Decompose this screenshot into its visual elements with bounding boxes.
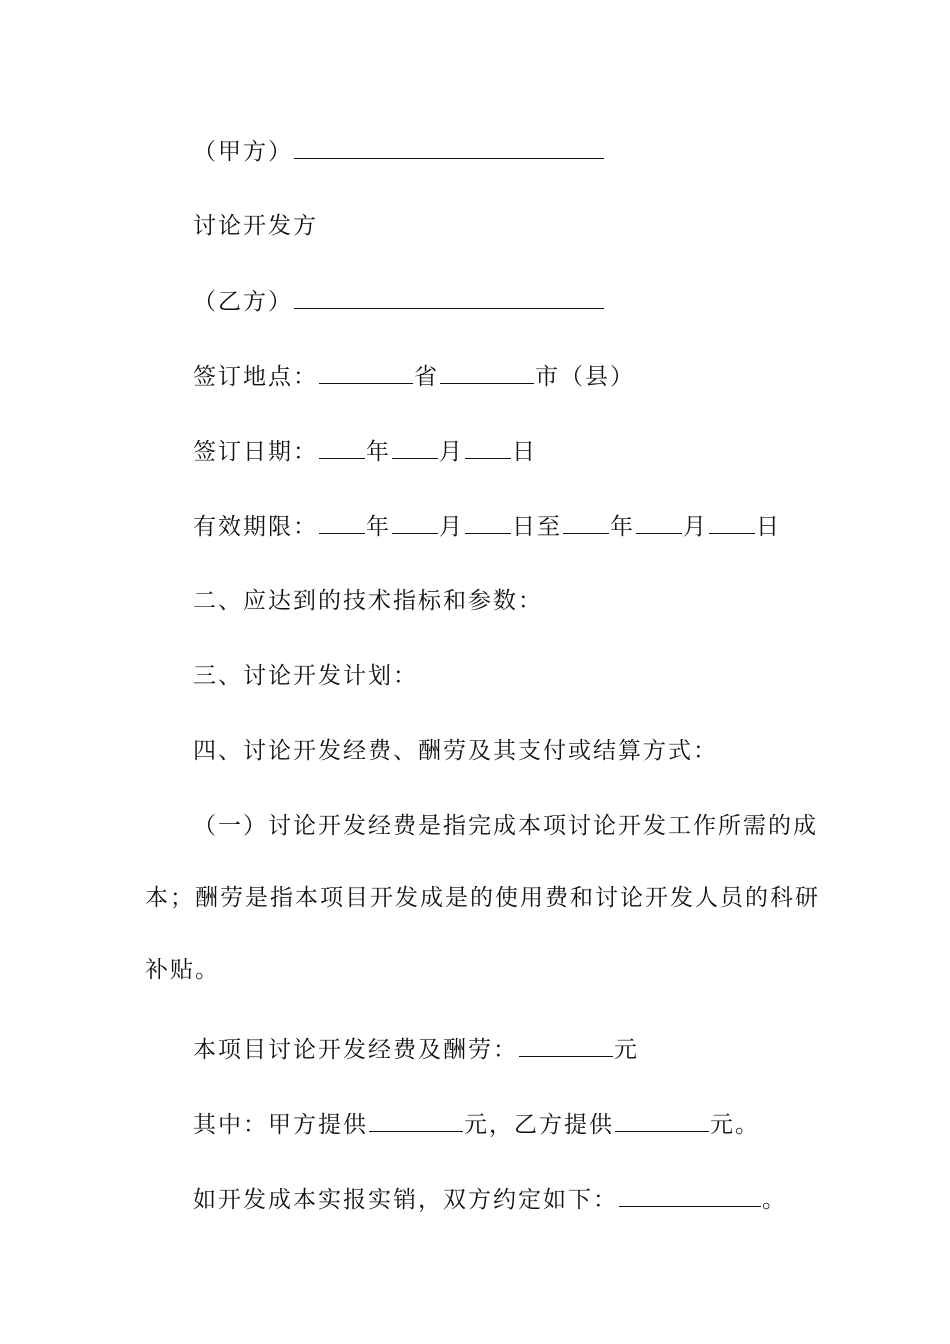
end-year-text: 年 — [610, 514, 635, 540]
section-2-text: 二、应达到的技术指标和参数： — [193, 588, 543, 614]
paragraph-1-text-3: 补贴。 — [145, 957, 220, 983]
sign-year-blank[interactable] — [319, 436, 365, 459]
signing-date-line — [193, 436, 537, 467]
paragraph-1-text-2: 本；酬劳是指本项目开发成是的使用费和讨论开发人员的科研 — [145, 885, 820, 911]
paragraph-1-line-3 — [145, 955, 220, 985]
sign-year-text: 年 — [366, 439, 391, 465]
contribution-line — [193, 1109, 760, 1140]
fee-yuan-text: 元 — [614, 1037, 639, 1063]
signing-place-label: 签订地点： — [193, 364, 318, 390]
end-year-blank[interactable] — [563, 511, 609, 534]
city-text: 市（县） — [535, 364, 635, 390]
paragraph-1-text-1: （一）讨论开发经费是指完成本项讨论开发工作所需的成 — [193, 813, 818, 839]
party-b-amount-blank[interactable] — [615, 1109, 709, 1132]
fee-blank[interactable] — [519, 1034, 613, 1057]
day-to-text: 日至 — [512, 514, 562, 540]
validity-label: 有效期限： — [193, 514, 318, 540]
section-4-text: 四、讨论开发经费、酬劳及其支付或结算方式： — [193, 738, 718, 764]
party-b-blank[interactable] — [294, 286, 604, 309]
developer-heading — [193, 211, 318, 241]
end-month-blank[interactable] — [636, 511, 682, 534]
party-a-amount-blank[interactable] — [369, 1109, 463, 1132]
fee-line — [193, 1034, 639, 1065]
actual-cost-period: 。 — [762, 1187, 787, 1213]
contribution-yuan-end: 元。 — [710, 1112, 760, 1138]
province-blank[interactable] — [319, 361, 413, 384]
sign-day-blank[interactable] — [465, 436, 511, 459]
party-b-label: （乙方） — [193, 289, 293, 315]
section-3-text: 三、讨论开发计划： — [193, 663, 418, 689]
start-day-blank[interactable] — [465, 511, 511, 534]
party-b-line — [193, 286, 605, 317]
section-2-heading — [193, 586, 543, 616]
province-text: 省 — [414, 364, 439, 390]
start-year-blank[interactable] — [319, 511, 365, 534]
actual-cost-blank[interactable] — [619, 1184, 761, 1207]
party-a-label: （甲方） — [193, 139, 293, 165]
paragraph-1-line-2 — [145, 883, 820, 913]
party-b-provide-label: 元，乙方提供 — [464, 1112, 614, 1138]
party-a-blank[interactable] — [294, 136, 604, 159]
validity-line — [193, 511, 781, 542]
signing-place-line — [193, 361, 635, 392]
section-4-heading — [193, 736, 718, 766]
start-month-text: 月 — [439, 514, 464, 540]
party-a-line — [193, 136, 605, 167]
signing-date-label: 签订日期： — [193, 439, 318, 465]
sign-month-blank[interactable] — [392, 436, 438, 459]
end-month-text: 月 — [683, 514, 708, 540]
section-3-heading — [193, 661, 418, 691]
paragraph-1-line-1 — [193, 811, 818, 841]
city-blank[interactable] — [440, 361, 534, 384]
developer-label: 讨论开发方 — [193, 213, 318, 239]
party-a-provide-label: 其中：甲方提供 — [193, 1112, 368, 1138]
sign-month-text: 月 — [439, 439, 464, 465]
end-day-blank[interactable] — [709, 511, 755, 534]
start-year-text: 年 — [366, 514, 391, 540]
actual-cost-label: 如开发成本实报实销，双方约定如下： — [193, 1187, 618, 1213]
end-day-text: 日 — [756, 514, 781, 540]
fee-label: 本项目讨论开发经费及酬劳： — [193, 1037, 518, 1063]
actual-cost-line — [193, 1184, 787, 1215]
start-month-blank[interactable] — [392, 511, 438, 534]
sign-day-text: 日 — [512, 439, 537, 465]
